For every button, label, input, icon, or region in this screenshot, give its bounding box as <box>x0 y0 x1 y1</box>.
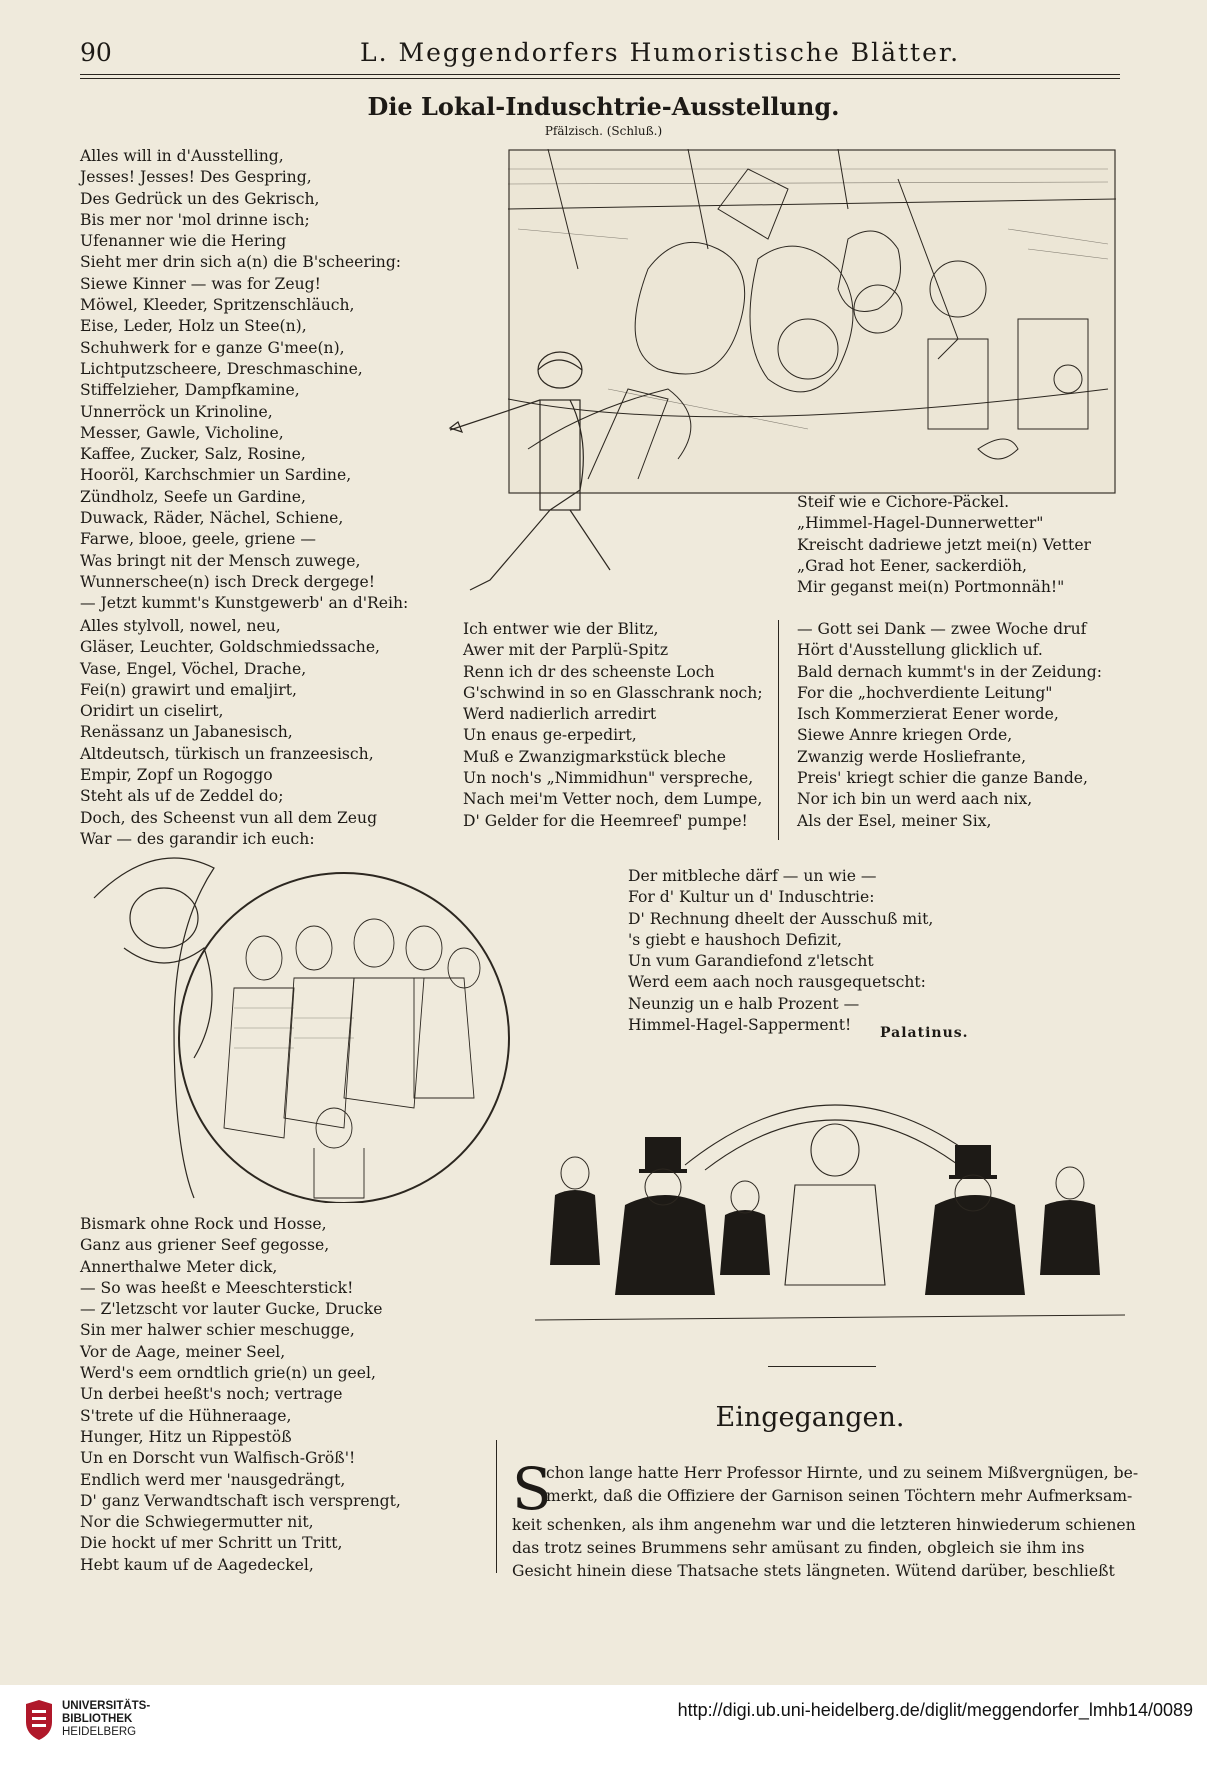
column-divider <box>496 1440 497 1573</box>
poem-line: Des Gedrück un des Gekrisch, <box>80 189 320 208</box>
story-line: das trotz seines Brummens sehr amüsant zu finden, obgleich sie ihm ins <box>512 1538 1085 1557</box>
poem-line: Awer mit der Parplü-Spitz <box>463 641 669 660</box>
poem-line: Endlich werd mer 'nausgedrängt, <box>80 1470 346 1489</box>
poem-column-b <box>80 616 380 850</box>
poem-line: Alles will in d'Ausstelling, <box>80 147 284 165</box>
poem-line: Alles stylvoll, nowel, neu, <box>80 617 281 635</box>
poem-line: Eise, Leder, Holz un Stee(n), <box>80 317 307 336</box>
poem-line: Wunnerschee(n) isch Dreck dergege! <box>80 572 376 591</box>
poem-line: Sin mer halwer schier meschugge, <box>80 1321 355 1340</box>
illustration-bismarck-bust <box>84 848 524 1203</box>
poem-line: Werd nadierlich arredirt <box>463 705 657 724</box>
poem-line: Werd's eem orndtlich grie(n) un geel, <box>80 1364 376 1383</box>
header-rule-thin <box>80 78 1120 79</box>
poem-line: Siewe Annre kriegen Orde, <box>797 726 1013 745</box>
poem-line: Der mitbleche därf — un wie — <box>628 867 877 885</box>
poem-column-e <box>797 492 1091 598</box>
poem-line: S'trete uf die Hühneraage, <box>80 1406 292 1425</box>
poem-line: Vor de Aage, meiner Seel, <box>80 1342 286 1361</box>
poem-line: Isch Kommerzierat Eener worde, <box>797 705 1059 724</box>
poem-line: Stiffelzieher, Dampfkamine, <box>80 381 300 400</box>
poem-line: Gläser, Leuchter, Goldschmiedssache, <box>80 638 381 657</box>
poem-line: Muß e Zwanzigmarkstück bleche <box>463 747 726 766</box>
poem-line: Nor ich bin un werd aach nix, <box>797 790 1033 809</box>
poem-line: Bis mer nor 'mol drinne isch; <box>80 210 310 229</box>
poem-line: „Himmel-Hagel-Dunnerwetter" <box>797 514 1044 533</box>
poem-column-a <box>80 146 408 615</box>
poem-column-c <box>463 619 763 832</box>
poem-line: Bald dernach kummt's in der Zeidung: <box>797 662 1102 681</box>
poem-line: Neunzig un e halb Prozent — <box>628 994 860 1013</box>
poem-line: Oridirt un ciselirt, <box>80 702 224 721</box>
poem-line: D' ganz Verwandtschaft isch versprengt, <box>80 1491 401 1510</box>
poem-line: Renässanz un Jabanesisch, <box>80 723 293 742</box>
story-line: chon lange hatte Herr Professor Hirnte, und zu seinem Mißvergnügen, be- <box>546 1464 1139 1482</box>
poem-line: Hört d'Ausstellung glicklich uf. <box>797 641 1043 660</box>
institution-name: UNIVERSITÄTS- BIBLIOTHEK HEIDELBERG <box>62 1700 151 1738</box>
poem-line: Himmel-Hagel-Sapperment! <box>628 1016 852 1035</box>
poem-line: Vase, Engel, Vöchel, Drache, <box>80 659 307 678</box>
poem-line: Ufenanner wie die Hering <box>80 232 287 251</box>
story-line: merkt, daß die Offiziere der Garnison seinen Töchtern mehr Aufmerksam- <box>546 1486 1133 1505</box>
poem-line: Un enaus ge-erpedirt, <box>463 726 637 745</box>
poem-line: Duwack, Räder, Nächel, Schiene, <box>80 509 344 528</box>
poem-line: Ganz aus griener Seef gegosse, <box>80 1236 330 1255</box>
poem-line: Kaffee, Zucker, Salz, Rosine, <box>80 445 306 464</box>
poem-line: Unnerröck un Krinoline, <box>80 402 273 421</box>
poem-line: — Gott sei Dank — zwee Woche druf <box>797 620 1087 638</box>
poem-line: Mir geganst mei(n) Portmonnäh!" <box>797 578 1065 597</box>
poem-line: Un derbei heeßt's noch; vertrage <box>80 1385 343 1404</box>
university-logo-icon <box>22 1698 56 1742</box>
poem-line: Zwanzig werde Hosliefrante, <box>797 747 1027 766</box>
poem-line: Messer, Gawle, Vicholine, <box>80 423 284 442</box>
poem-line: Steif wie e Cichore-Päckel. <box>797 493 1010 511</box>
poem-line: G'schwind in so en Glasschrank noch; <box>463 683 763 702</box>
poem-line: Preis' kriegt schier die ganze Bande, <box>797 769 1088 788</box>
poem-line: Hunger, Hitz un Rippestöß <box>80 1427 292 1446</box>
poem-line: Nach mei'm Vetter noch, dem Lumpe, <box>463 790 763 809</box>
poem-line: Nor die Schwiegermutter nit, <box>80 1513 314 1532</box>
poem-line: Un noch's „Nimmidhun" verspreche, <box>463 769 754 788</box>
poem-line: Werd eem aach noch rausgequetscht: <box>628 973 926 992</box>
poem-line: Schuhwerk for e ganze G'mee(n), <box>80 338 345 357</box>
poem-line: Was bringt nit der Mensch zuwege, <box>80 551 361 570</box>
poem-line: D' Gelder for die Heemreef' pumpe! <box>463 811 748 830</box>
poem-line: Annerthalwe Meter dick, <box>80 1257 278 1276</box>
poem-line: Als der Esel, meiner Six, <box>797 811 992 830</box>
poem-line: Lichtputzscheere, Dreschmaschine, <box>80 359 363 378</box>
poem-line: Bismark ohne Rock und Hosse, <box>80 1215 327 1233</box>
story-text <box>512 1455 1139 1582</box>
story-title: Eingegangen. <box>715 1402 905 1433</box>
poem-line: Möwel, Kleeder, Spritzenschläuch, <box>80 296 355 315</box>
header-rule <box>80 74 1120 75</box>
poem-line: D' Rechnung dheelt der Ausschuß mit, <box>628 909 934 928</box>
poem-line: Renn ich dr des scheenste Loch <box>463 662 715 681</box>
poem-title: Die Lokal-Induschtrie-Ausstellung. <box>367 92 840 121</box>
poem-line: Ich entwer wie der Blitz, <box>463 620 659 638</box>
poem-line: Doch, des Scheenst vun all dem Zeug <box>80 808 378 827</box>
section-rule <box>768 1366 876 1367</box>
poem-signature: Palatinus. <box>880 1025 969 1041</box>
poem-line: Zündholz, Seefe un Gardine, <box>80 487 306 506</box>
running-title: L. Meggendorfers Humoristische Blätter. <box>360 38 961 67</box>
column-divider <box>778 620 779 840</box>
poem-line: „Grad hot Eener, sackerdiöh, <box>797 556 1027 575</box>
illustration-running-man <box>440 340 630 610</box>
poem-column-g <box>80 1214 401 1576</box>
page-number: 90 <box>80 38 112 67</box>
poem-line: Fei(n) grawirt und emaljirt, <box>80 680 297 699</box>
poem-line: Un en Dorscht vun Walfisch-Größ'! <box>80 1449 356 1468</box>
poem-line: — So was heeßt e Meeschterstick! <box>80 1278 354 1297</box>
dropcap: S <box>512 1455 552 1523</box>
poem-line: Farwe, blooe, geele, griene — <box>80 530 316 549</box>
poem-line: For die „hochverdiente Leitung" <box>797 683 1053 702</box>
poem-column-f <box>628 866 933 1036</box>
poem-line: Sieht mer drin sich a(n) die B'scheering: <box>80 253 402 272</box>
poem-line: War — des garandir ich euch: <box>80 829 315 848</box>
illustration-gentlemen-top-hats <box>535 1075 1125 1335</box>
poem-line: Un vum Garandiefond z'letscht <box>628 952 874 971</box>
poem-line: Siewe Kinner — was for Zeug! <box>80 274 321 293</box>
poem-line: 's giebt e haushoch Defizit, <box>628 930 842 949</box>
footer-bar <box>0 1685 1207 1775</box>
story-line: keit schenken, als ihm angenehm war und die letzteren hinwiederum schienen <box>512 1516 1136 1534</box>
poem-line: — Jetzt kummt's Kunstgewerb' an d'Reih: <box>80 594 409 613</box>
poem-line: Die hockt uf mer Schritt un Tritt, <box>80 1534 343 1553</box>
poem-line: Hooröl, Karchschmier un Sardine, <box>80 466 352 485</box>
poem-line: Jesses! Jesses! Des Gespring, <box>80 168 312 187</box>
poem-line: Altdeutsch, türkisch un franzeesisch, <box>80 744 374 763</box>
poem-line: Hebt kaum uf de Aagedeckel, <box>80 1555 314 1574</box>
story-line: Gesicht hinein diese Thatsache stets längneten. Wütend darüber, beschließt <box>512 1561 1115 1580</box>
poem-subtitle: Pfälzisch. (Schluß.) <box>544 124 663 138</box>
poem-line: — Z'letzscht vor lauter Gucke, Drucke <box>80 1300 383 1319</box>
poem-line: Kreischt dadriewe jetzt mei(n) Vetter <box>797 535 1091 554</box>
poem-column-d <box>797 619 1102 832</box>
poem-line: Steht als uf de Zeddel do; <box>80 787 284 806</box>
source-url-link[interactable]: http://digi.ub.uni-heidelberg.de/diglit/meggendorfer_lmhb14/0089 <box>677 1700 1193 1720</box>
poem-line: For d' Kultur un d' Induschtrie: <box>628 888 875 907</box>
poem-line: Empir, Zopf un Rogoggo <box>80 766 273 785</box>
